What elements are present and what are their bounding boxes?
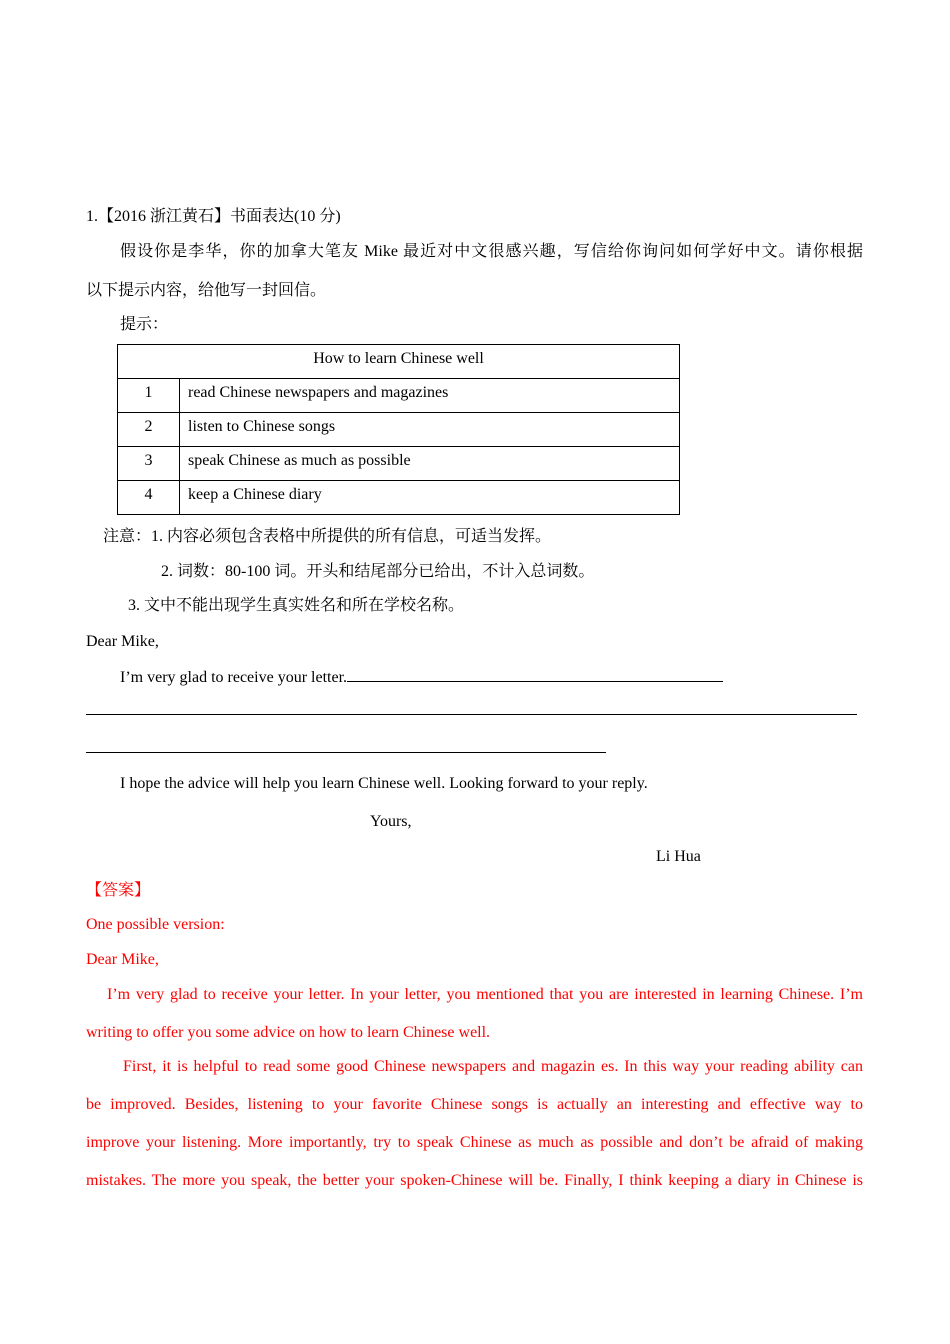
note-2: 2. 词数：80-100 词。开头和结尾部分已给出，不计入总词数。 (161, 563, 595, 580)
table-header: How to learn Chinese well (118, 345, 680, 379)
prompt-line-1: 假设你是李华，你的加拿大笔友 Mike 最近对中文很感兴趣，写信给你询问如何学好中文。请你根据 (120, 243, 863, 260)
answer-p1-line1: I’m very glad to receive your letter. In your letter, you mentioned that you are interested in learning Chinese. I’m (107, 986, 863, 1003)
letter-closing: I hope the advice will help you learn Chinese well. Looking forward to your reply. (120, 775, 648, 792)
answer-p1-line2: writing to offer you some advice on how to learn Chinese well. (86, 1024, 491, 1041)
table-row (118, 481, 680, 515)
row-number: 2 (118, 413, 180, 447)
answer-version: One possible version: (86, 916, 225, 933)
row-text: read Chinese newspapers and magazines (180, 379, 680, 413)
writing-blank-line (86, 752, 606, 753)
table-row (118, 413, 680, 447)
prompt-line-2: 以下提示内容，给他写一封回信。 (86, 282, 327, 299)
note-1: 注意：1. 内容必须包含表格中所提供的所有信息，可适当发挥。 (103, 528, 552, 545)
row-text: listen to Chinese songs (180, 413, 680, 447)
answer-label: 【答案】 (86, 882, 151, 899)
letter-signature: Li Hua (656, 848, 701, 865)
table-row (118, 379, 680, 413)
table-header-row (118, 345, 680, 379)
answer-p2-line1: First, it is helpful to read some good Chinese newspapers and magazin es. In this way your reading ability can (123, 1058, 863, 1075)
answer-p2-line4: mistakes. The more you speak, the better your spoken-Chinese will be. Finally, I think keeping a diary in Chinese is (86, 1172, 863, 1189)
letter-sign-off: Yours, (370, 813, 412, 830)
table-row (118, 447, 680, 481)
letter-greeting: Dear Mike, (86, 633, 159, 650)
answer-p2-line3: improve your listening. More importantly, try to speak Chinese as much as possible and don’t be afraid of making (86, 1134, 863, 1151)
hints-table (117, 344, 680, 515)
note-3: 3. 文中不能出现学生真实姓名和所在学校名称。 (128, 597, 465, 614)
writing-blank-line (86, 714, 857, 715)
letter-opening-text: I’m very glad to receive your letter. (120, 669, 348, 686)
row-text: keep a Chinese diary (180, 481, 680, 515)
row-number: 4 (118, 481, 180, 515)
question-title: 1.【2016 浙江黄石】书面表达(10 分) (86, 208, 341, 225)
row-number: 1 (118, 379, 180, 413)
row-text: speak Chinese as much as possible (180, 447, 680, 481)
row-number: 3 (118, 447, 180, 481)
answer-greeting: Dear Mike, (86, 951, 159, 968)
hint-label: 提示： (120, 316, 169, 333)
answer-p2-line2: be improved. Besides, listening to your favorite Chinese songs is actually an interesting and effective way to (86, 1096, 863, 1113)
writing-blank (347, 667, 723, 682)
letter-opening (120, 667, 723, 688)
